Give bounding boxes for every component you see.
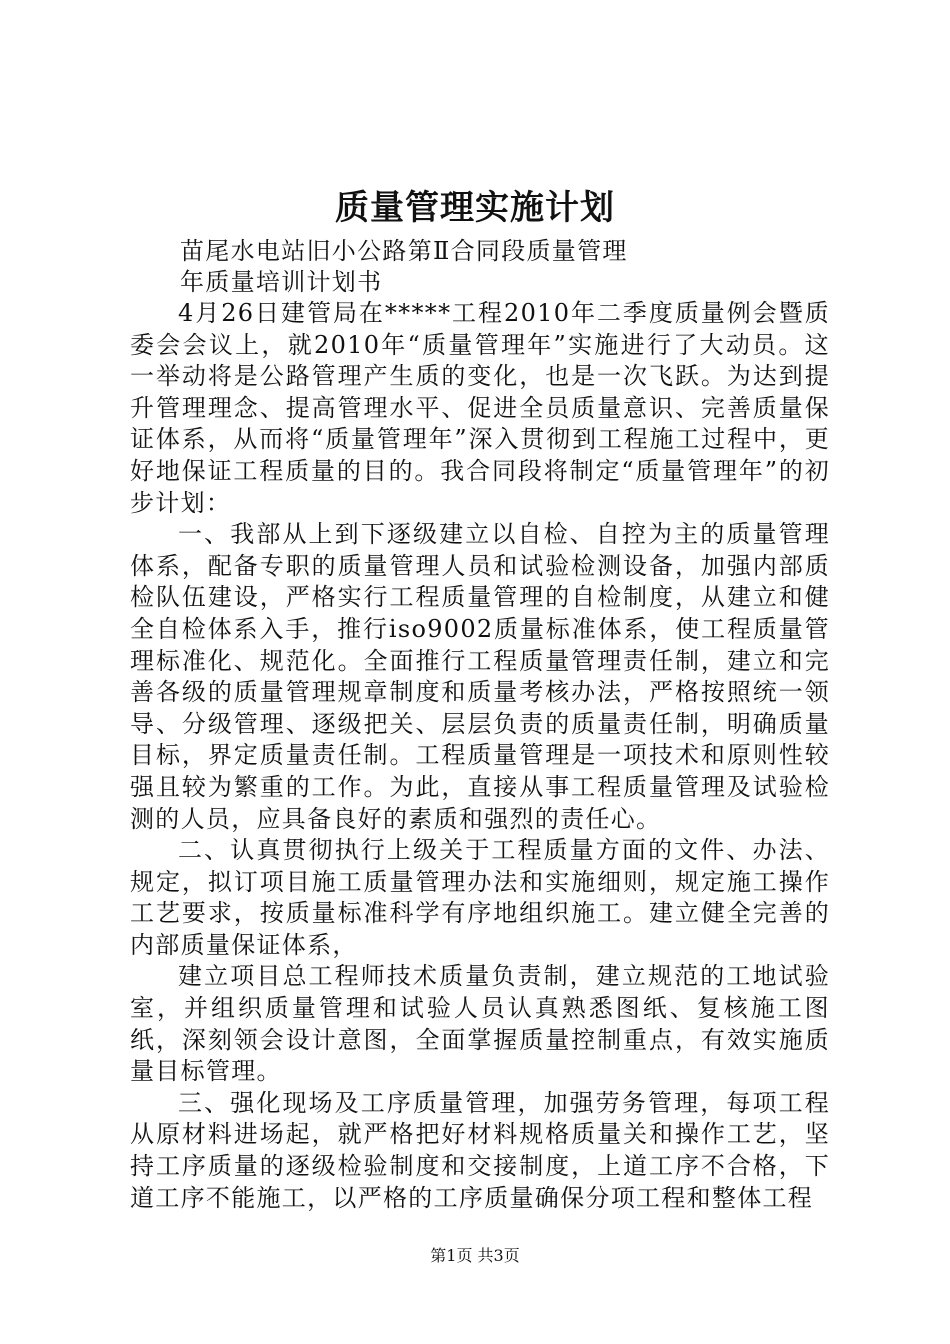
document-title: 质量管理实施计划 <box>335 188 615 228</box>
paragraph-section-2-continued: 建立项目总工程师技术质量负责制，建立规范的工地试验室，并组织质量管理和试验人员认真熟悉图纸、复核施工图纸，深刻领会设计意图，全面掌握质量控制重点，有效实施质量目标管理。 <box>130 962 830 1086</box>
paragraph-section-1: 一、我部从上到下逐级建立以自检、自控为主的质量管理体系，配备专职的质量管理人员和试验检测设备，加强内部质检队伍建设，严格实行工程质量管理的自检制度，从建立和健全自检体系入手，推行iso9002质量标准体系，使工程质量管理标准化、规范化。全面推行工程质量管理责任制，建立和完善各级的质量管理规章制度和质量考核办法，严格按照统一领导、分级管理、逐级把关、层层负责的质量责任制，明确质量目标，界定质量责任制。工程质量管理是一项技术和原则性较强且较为繁重的工作。为此，直接从事工程质量管理及试验检测的人员，应具备良好的素质和强烈的责任心。 <box>130 520 830 833</box>
paragraph-intro: 4月26日建管局在*****工程2010年二季度质量例会暨质委会会议上，就2010年“质量管理年”实施进行了大动员。这一举动将是公路管理产生质的变化，也是一次飞跃。为达到提升管理理念、提高管理水平、促进全员质量意识、完善质量保证体系，从而将“质量管理年”深入贯彻到工程施工过程中，更好地保证工程质量的目的。我合同段将制定“质量管理年”的初步计划： <box>130 299 830 517</box>
document-body <box>130 298 830 1214</box>
subtitle-line-1: 苗尾水电站旧小公路第Ⅱ合同段质量管理 <box>180 237 628 265</box>
subtitle-line-2: 年质量培训计划书 <box>180 268 383 296</box>
paragraph-section-2: 二、认真贯彻执行上级关于工程质量方面的文件、办法、规定，拟订项目施工质量管理办法和实施细则，规定施工操作工艺要求，按质量标准科学有序地组织施工。建立健全完善的内部质量保证体系， <box>130 836 830 959</box>
page-indicator: 第1页 共3页 <box>430 1246 520 1265</box>
paragraph-section-3: 三、强化现场及工序质量管理，加强劳务管理，每项工程从原材料进场起，就严格把好材料规格质量关和操作工艺，坚持工序质量的逐级检验制度和交接制度，上道工序不合格，下道工序不能施工，以严格的工序质量确保分项工程和整体工程 <box>130 1088 830 1212</box>
